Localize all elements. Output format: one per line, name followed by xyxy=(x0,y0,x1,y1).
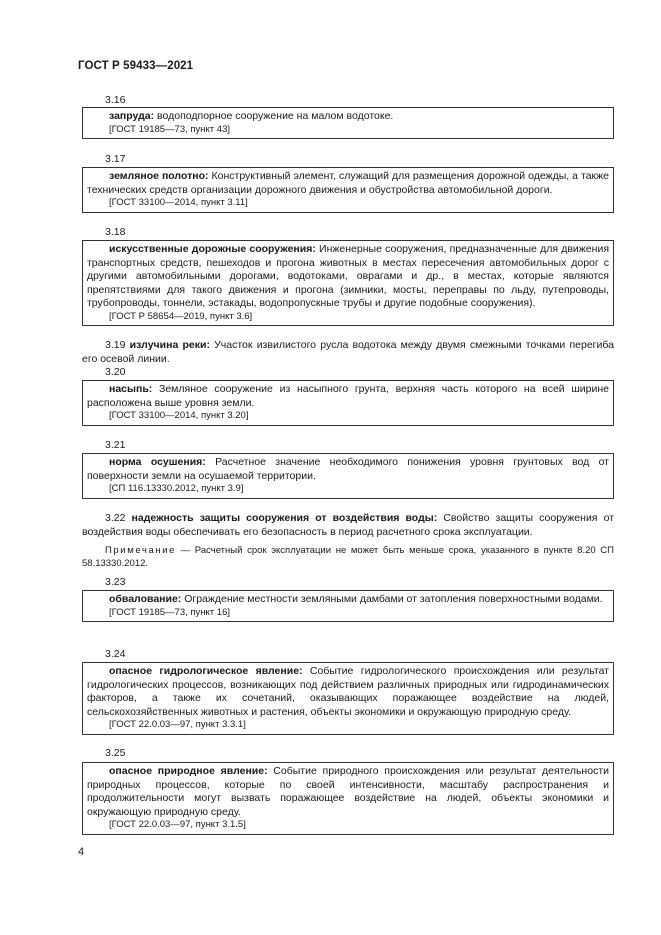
page-number: 4 xyxy=(78,846,85,858)
term-definition: водоподпорное сооружение на малом водотоке. xyxy=(157,110,394,122)
term-box xyxy=(82,453,614,499)
entry-number: 3.16 xyxy=(105,94,126,106)
term-definition: Событие природного происхождения или результат деятельности природных процессов, которые по своей интенсивности, масштабу распространения и продолжительности могут вызвать поражающее воздействие на людей, объекты экономики и окружающую природную среду. xyxy=(87,765,609,818)
term-reference: [ГОСТ 33100—2014, пункт 3.11] xyxy=(109,197,248,208)
term-name: запруда: xyxy=(109,110,155,122)
term-definition: Расчетное значение необходимого понижения уровня грунтовых вод от поверхности земли на осушаемой территории. xyxy=(87,456,609,482)
term-definition: Земляное сооружение из насыпного грунта, верхняя часть которого на всей ширине расположена выше уровня земли. xyxy=(87,383,609,409)
entry-number: 3.24 xyxy=(105,648,126,660)
term-box xyxy=(82,380,614,426)
term-reference: [ГОСТ 22.0.03—97, пункт 3.1.5] xyxy=(109,819,246,830)
term-reference: [ГОСТ 33100—2014, пункт 3.20] xyxy=(109,410,249,421)
term-name: надежность защиты сооружения от воздействия воды: xyxy=(131,512,438,524)
term-reference: [ГОСТ 19185—73, пункт 43] xyxy=(109,123,230,135)
term-paragraph xyxy=(82,512,614,539)
term-name: излучина реки: xyxy=(129,339,210,351)
term-reference: [СП 116.13330.2012, пункт 3.9] xyxy=(109,483,244,494)
note-label: Примечание xyxy=(105,545,176,556)
entry-number: 3.20 xyxy=(105,366,126,378)
term-box xyxy=(82,167,614,213)
term-box xyxy=(82,240,614,326)
term-definition: Свойство защиты сооружения от воздействия воды обеспечивать его безопасность в период расчетного срока эксплуатации. xyxy=(82,512,615,538)
term-reference: [ГОСТ 19185—73, пункт 16] xyxy=(109,606,230,618)
term-name: насыпь: xyxy=(109,383,153,395)
term-box xyxy=(82,590,614,622)
entry-number: 3.25 xyxy=(105,747,126,759)
term-name: обвалование: xyxy=(109,593,182,605)
entry-number: 3.17 xyxy=(105,153,126,165)
entry-number: 3.22 xyxy=(105,512,126,524)
term-box xyxy=(82,107,614,139)
term-name: искусственные дорожные сооружения: xyxy=(109,243,316,255)
term-definition: Участок извилистого русла водотока между двумя смежными точками перегиба его осевой линии. xyxy=(82,339,614,365)
term-name: опасное гидрологическое явление: xyxy=(109,665,303,677)
term-definition: Конструктивный элемент, служащий для размещения дорожной одежды, а также технических средств организации дорожного движения и обустройства автомобильной дороги. xyxy=(87,170,609,196)
term-definition: Событие гидрологического происхождения или результат гидрологических процессов, возникающих под действием различных природных или гидродинамических факторов, а также их сочетаний, оказывающих поражающее воздействие на людей, сельскохозяйственных животных и растения, объекты экономики и окружающую природную среду. xyxy=(87,665,609,718)
term-name: норма осушения: xyxy=(109,456,206,468)
term-definition: Инженерные сооружения, предназначенные для движения транспортных средств, пешеходов и прогона животных в местах пересечения автомобильных дорог с другими автомобильными дорогами, водотоками, оврагами и др., в местах, которые являются препятствиями для такого движения и прогона (зимники, мосты, переправы по льду, путепроводы, трубопроводы, тоннели, эстакады, водопропускные трубы и другие подобные сооружения). xyxy=(87,243,609,309)
term-reference: [ГОСТ Р 58654—2019, пункт 3.6] xyxy=(109,310,253,322)
note-paragraph xyxy=(82,545,614,570)
term-name: опасное природное явление: xyxy=(109,765,268,777)
entry-number: 3.19 xyxy=(105,339,126,351)
document-header: ГОСТ Р 59433—2021 xyxy=(78,60,194,72)
entry-number: 3.23 xyxy=(105,576,126,588)
term-box xyxy=(82,762,614,835)
term-definition: Ограждение местности земляными дамбами от затопления поверхностными водами. xyxy=(184,593,603,605)
term-box xyxy=(82,662,614,735)
term-paragraph xyxy=(82,339,614,366)
entry-number: 3.18 xyxy=(105,226,126,238)
note-text: — Расчетный срок эксплуатации не может быть меньше срока, указанного в пункте 8.20 СП 58.13330.2012. xyxy=(82,545,614,569)
entry-number: 3.21 xyxy=(105,439,126,451)
term-name: земляное полотно: xyxy=(109,170,209,182)
term-reference: [ГОСТ 22.0.03—97, пункт 3.3.1] xyxy=(109,719,246,730)
